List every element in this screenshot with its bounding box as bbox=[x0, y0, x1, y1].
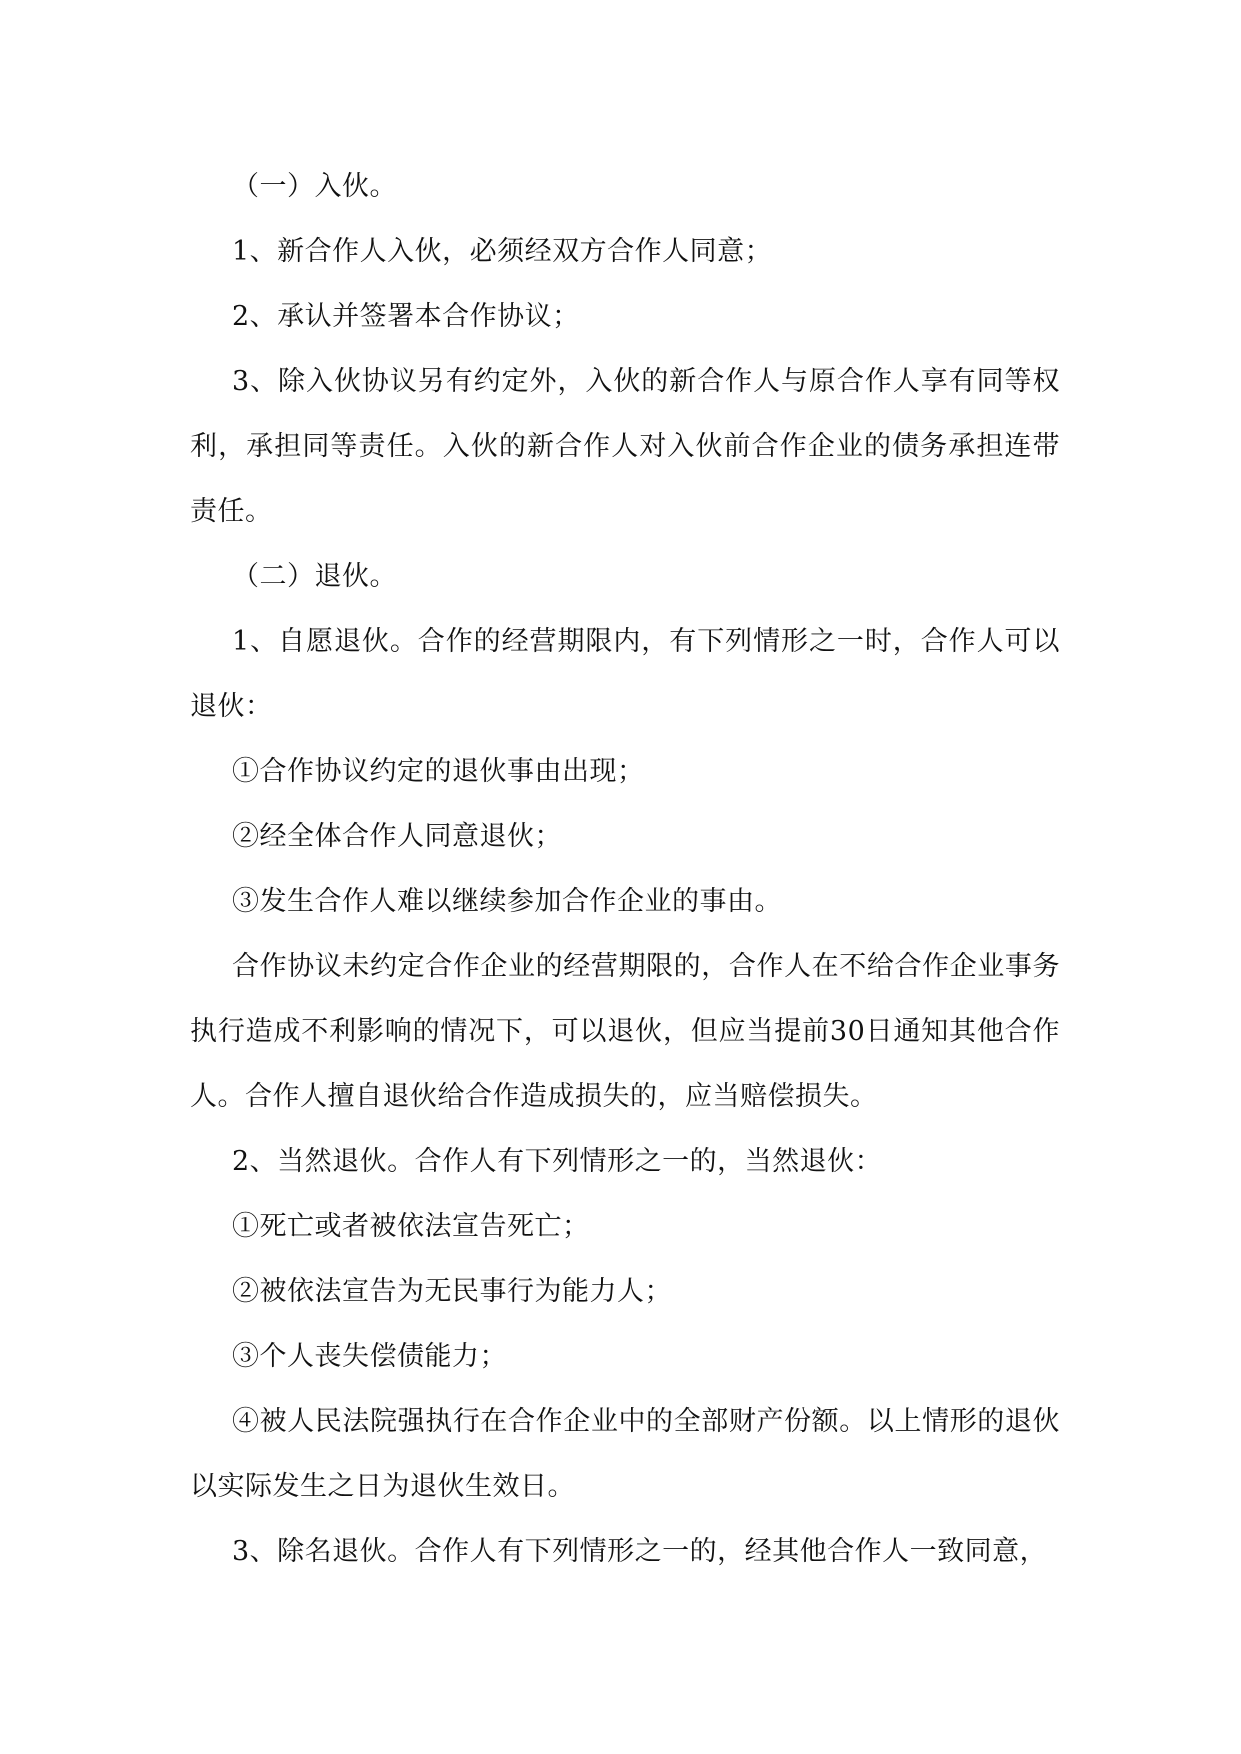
list-item: ②被依法宣告为无民事行为能力人； bbox=[232, 1276, 672, 1307]
section-heading-join: （一）入伙。 bbox=[232, 171, 397, 202]
paragraph: 3、除入伙协议另有约定外，入伙的新合作人与原合作人享有同等权利，承担同等责任。入伙的新合作人对入伙前合作企业的债务承担连带责任。 bbox=[190, 366, 1060, 527]
document-body bbox=[190, 154, 1060, 1584]
list-item: ①合作协议约定的退伙事由出现； bbox=[232, 756, 645, 787]
paragraph: 2、承认并签署本合作协议； bbox=[232, 301, 580, 332]
paragraph: 3、除名退伙。合作人有下列情形之一的，经其他合作人一致同意， bbox=[232, 1536, 1048, 1567]
paragraph: 2、当然退伙。合作人有下列情形之一的，当然退伙： bbox=[232, 1146, 883, 1177]
list-item: ①死亡或者被依法宣告死亡； bbox=[232, 1211, 590, 1242]
paragraph: 1、自愿退伙。合作的经营期限内，有下列情形之一时，合作人可以退伙： bbox=[190, 626, 1060, 722]
paragraph: 合作协议未约定合作企业的经营期限的，合作人在不给合作企业事务执行造成不利影响的情况下，可以退伙，但应当提前30日通知其他合作人。合作人擅自退伙给合作造成损失的，应当赔偿损失。 bbox=[190, 951, 1060, 1112]
list-item: ④被人民法院强执行在合作企业中的全部财产份额。以上情形的退伙以实际发生之日为退伙生效日。 bbox=[190, 1406, 1060, 1502]
list-item: ③发生合作人难以继续参加合作企业的事由。 bbox=[232, 886, 782, 917]
list-item: ②经全体合作人同意退伙； bbox=[232, 821, 562, 852]
list-item: ③个人丧失偿债能力； bbox=[232, 1341, 507, 1372]
paragraph: 1、新合作人入伙，必须经双方合作人同意； bbox=[232, 236, 773, 267]
section-heading-withdraw: （二）退伙。 bbox=[232, 561, 397, 592]
